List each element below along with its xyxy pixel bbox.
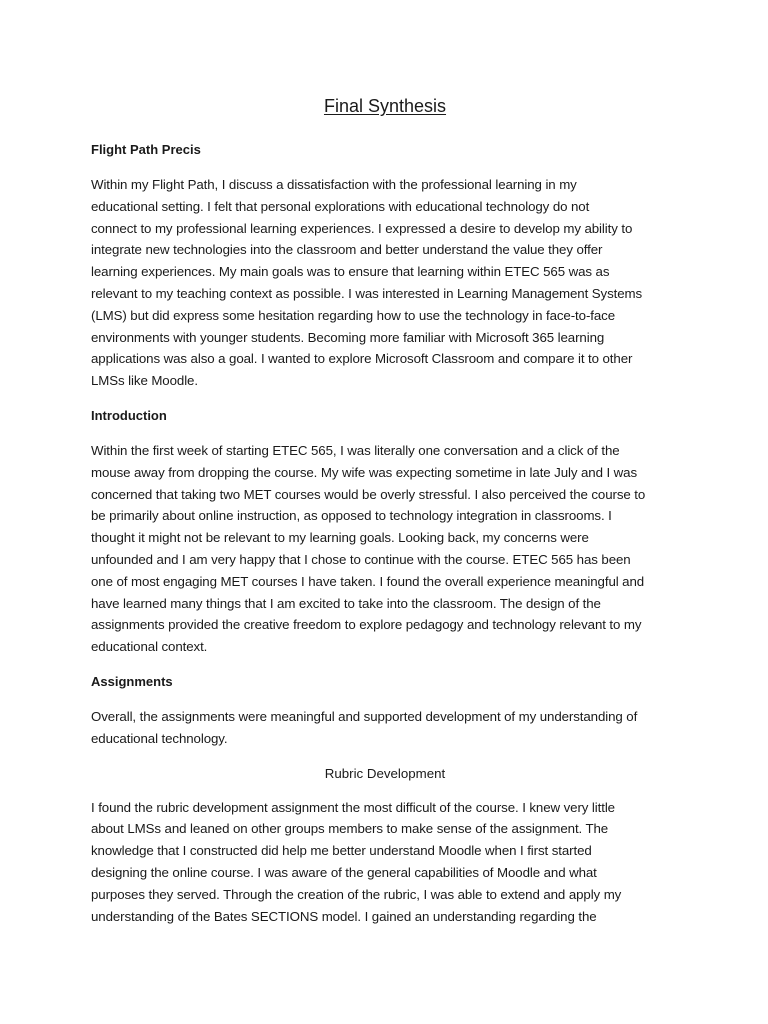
text-line: educational context.	[91, 639, 208, 655]
text-line: integrate new technologies into the classroom and better understand the value they offer	[91, 242, 603, 258]
section-heading-flight-path: Flight Path Precis	[91, 142, 201, 157]
text-line: Within the first week of starting ETEC 565, I was literally one conversation and a click of the	[91, 442, 620, 458]
text-line: environments with younger students. Becoming more familiar with Microsoft 365 learning	[91, 329, 605, 345]
text-line: purposes they served. Through the creation of the rubric, I was able to extend and apply my	[91, 886, 622, 902]
text-line: learning experiences. My main goals was to ensure that learning within ETEC 565 was as	[91, 264, 610, 280]
text-line: concerned that taking two MET courses would be overly stressful. I also perceived the course to	[91, 486, 646, 502]
section-heading-assignments: Assignments	[91, 673, 173, 689]
text-line: LMSs like Moodle.	[91, 373, 198, 389]
text-line: applications was also a goal. I wanted to explore Microsoft Classroom and compare it to other	[91, 351, 633, 367]
text-line: understanding of the Bates SECTIONS model. I gained an understanding regarding the	[91, 908, 597, 924]
text-line: be primarily about online instruction, as opposed to technology integration in classrooms. I	[91, 508, 612, 524]
text-line: educational technology.	[91, 730, 228, 746]
text-line: have learned many things that I am excited to take into the classroom. The design of the	[91, 595, 601, 611]
text-line: thought it might not be relevant to my learning goals. Looking back, my concerns were	[91, 530, 589, 546]
paragraph-flight-path	[91, 174, 679, 392]
text-line: Within my Flight Path, I discuss a dissatisfaction with the professional learning in my	[91, 177, 577, 192]
text-line: designing the online course. I was aware of the general capabilities of Moodle and what	[91, 864, 597, 880]
text-line: about LMSs and leaned on other groups members to make sense of the assignment. The	[91, 821, 609, 837]
text-line: (LMS) but did express some hesitation regarding how to use the technology in face-to-face	[91, 307, 616, 323]
text-line: relevant to my teaching context as possible. I was interested in Learning Management Systems	[91, 285, 643, 301]
text-line: assignments provided the creative freedom to explore pedagogy and technology relevant to my	[91, 617, 642, 633]
section-heading-introduction: Introduction	[91, 407, 167, 423]
text-line: Overall, the assignments were meaningful and supported development of my understanding of	[91, 708, 638, 724]
subsection-heading-rubric-development: Rubric Development	[324, 765, 446, 781]
text-line: connect to my professional learning experiences. I expressed a desire to develop my ability to	[91, 220, 633, 236]
text-line: unfounded and I am very happy that I chose to continue with the course. ETEC 565 has been	[91, 551, 631, 567]
paragraph-assignments	[91, 706, 679, 750]
text-line: one of most engaging MET courses I have taken. I found the overall experience meaningful and	[91, 573, 645, 589]
document-body	[91, 93, 679, 940]
text-line: I found the rubric development assignment the most difficult of the course. I knew very little	[91, 799, 615, 815]
paragraph-rubric-development	[91, 797, 679, 928]
text-line: mouse away from dropping the course. My wife was expecting sometime in late July and I was	[91, 464, 638, 480]
document-title: Final Synthesis	[323, 96, 447, 116]
text-line: educational setting. I felt that personal explorations with educational technology do not	[91, 198, 590, 214]
paragraph-introduction	[91, 440, 679, 658]
text-line: knowledge that I constructed did help me better understand Moodle when I first started	[91, 843, 592, 859]
